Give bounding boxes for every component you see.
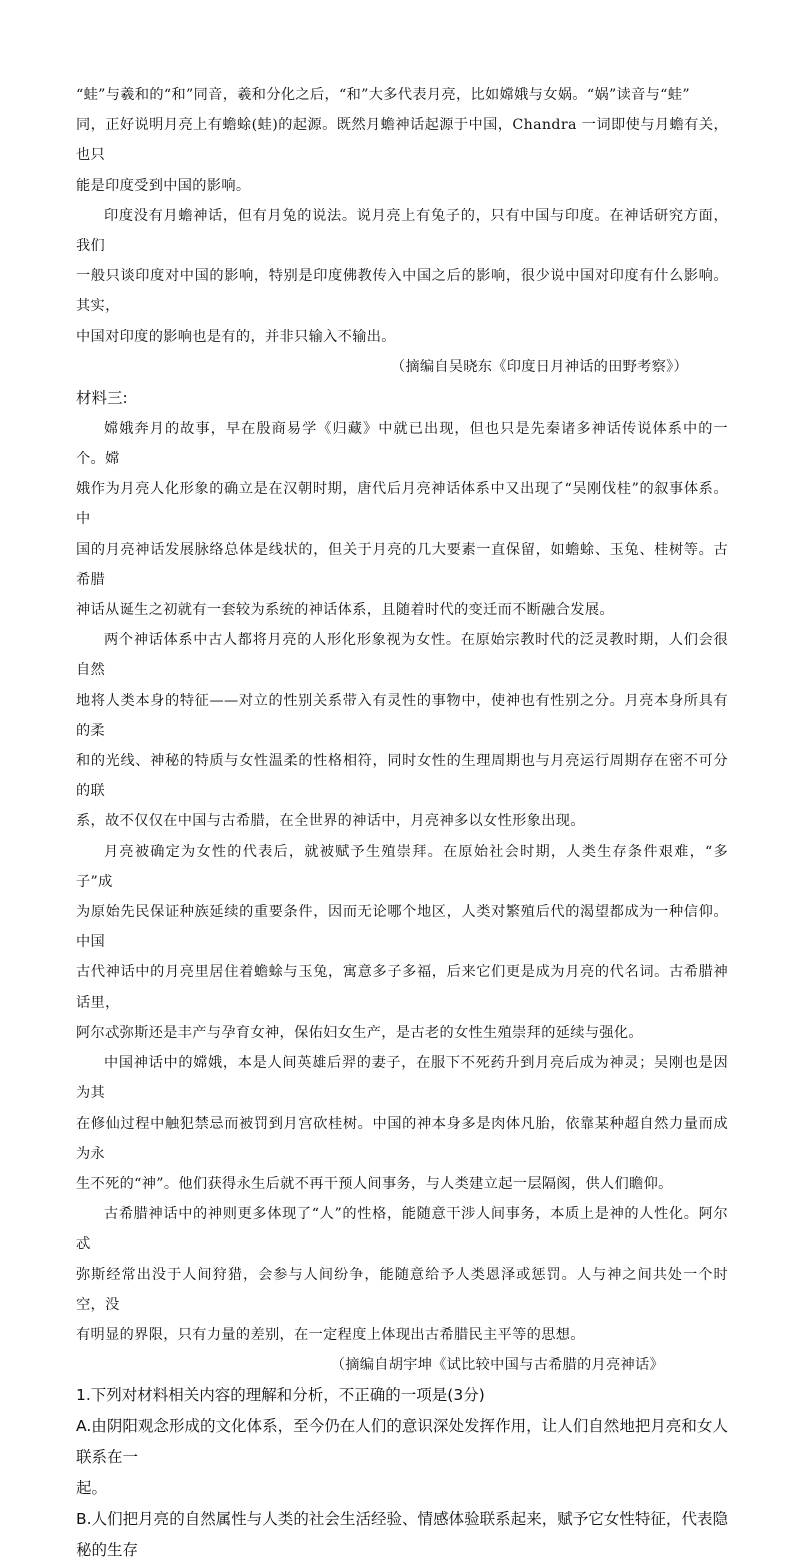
paragraph-female-moon: 两个神话体系中古人都将月亮的人形化形象视为女性。在原始宗教时代的泛灵教时期，人们会很自然 地将人类本身的特征——对立的性别关系带入有灵性的事物中，使神也有性别之分。月亮本身所具有的柔 和的光线、神秘的特质与女性温柔的性格相符，同时女性的生理周期也与月亮运行周期存在密不可分的联 系，故不仅仅在中国与古希腊，在全世界的神话中，月亮神多以女性形象出现。 <box>76 632 728 830</box>
question-1-option-b: B.人们把月亮的自然属性与人类的社会生活经验、情感体验联系起来，赋予它女性特征，代表隐秘的生存 <box>76 1510 728 1560</box>
material-3-heading: 材料三: <box>76 388 128 407</box>
paragraph-change-e: 嫦娥奔月的故事，早在殷商易学《归藏》中就已出现，但也只是先秦诸多神话传说体系中的一个。嫦 娥作为月亮人化形象的确立是在汉朝时期，唐代后月亮神话体系中又出现了“吴刚伐桂”的叙事体系。中 国的月亮神话发展脉络总体是线状的，但关于月亮的几大要素一直保留，如蟾蜍、玉兔、桂树等。古希腊 神话从诞生之初就有一套较为系统的神话体系，且随着时代的变迁而不断融合发展。 <box>76 420 728 619</box>
question-1-option-a: A.由阴阳观念形成的文化体系，至今仍在人们的意识深处发挥作用，让人们自然地把月亮和女人联系在一 起。 <box>76 1417 728 1498</box>
source-citation-1: （摘编自吴晓东《印度日月神话的田野考察》） <box>390 358 688 375</box>
question-1-stem: 1.下列对材料相关内容的理解和分析，不正确的一项是(3分) <box>76 1386 485 1405</box>
source-citation-2: （摘编自胡宇坤《试比较中国与古希腊的月亮神话》 <box>330 1357 664 1374</box>
paragraph-fertility-worship: 月亮被确定为女性的代表后，就被赋予生殖崇拜。在原始社会时期，人类生存条件艰难，“多子”成 为原始先民保证种族延续的重要条件，因而无论哪个地区，人类对繁殖后代的渴望都成为一种信仰。中国 古代神话中的月亮里居住着蟾蜍与玉兔，寓意多子多福，后来它们更是成为月亮的代名词。古希腊神话里， 阿尔忒弥斯还是丰产与孕育女神，保佑妇女生产，是古老的女性生殖崇拜的延续与强化。 <box>76 843 728 1041</box>
paragraph-india-china: 印度没有月蟾神话，但有月兔的说法。说月亮上有兔子的，只有中国与印度。在神话研究方面，我们 一般只谈印度对中国的影响，特别是印度佛教传入中国之后的影响，很少说中国对印度有什么影响。其实， 中国对印度的影响也是有的，并非只输入不输出。 <box>76 207 728 345</box>
document-page <box>76 80 728 1566</box>
paragraph-chinese-gods: 中国神话中的嫦娥，本是人间英雄后羿的妻子，在服下不死药升到月亮后成为神灵；吴刚也是因为其 在修仙过程中触犯禁忌而被罚到月宫砍桂树。中国的神本身多是肉体凡胎，依靠某种超自然力量而成为永 生不死的“神”。他们获得永生后就不再干预人间事务，与人类建立起一层隔阂，供人们瞻仰。 <box>76 1055 728 1192</box>
paragraph-greek-gods: 古希腊神话中的神则更多体现了“人”的性格，能随意干涉人间事务，本质上是神的人性化。阿尔忒 弥斯经常出没于人间狩猎，会参与人间纷争，能随意给予人类恩泽或惩罚。人与神之间共处一个时空，没 有明显的界限，只有力量的差别，在一定程度上体现出古希腊民主平等的思想。 <box>76 1206 728 1343</box>
paragraph-frog-origin: “蛙”与羲和的“和”同音，羲和分化之后，“和”大多代表月亮，比如嫦娥与女娲。“娲”读音与“蛙” 同，正好说明月亮上有蟾蜍(蛙)的起源。既然月蟾神话起源于中国，Chandra 一词即使与月蟾有关，也只 能是印度受到中国的影响。 <box>76 87 728 194</box>
